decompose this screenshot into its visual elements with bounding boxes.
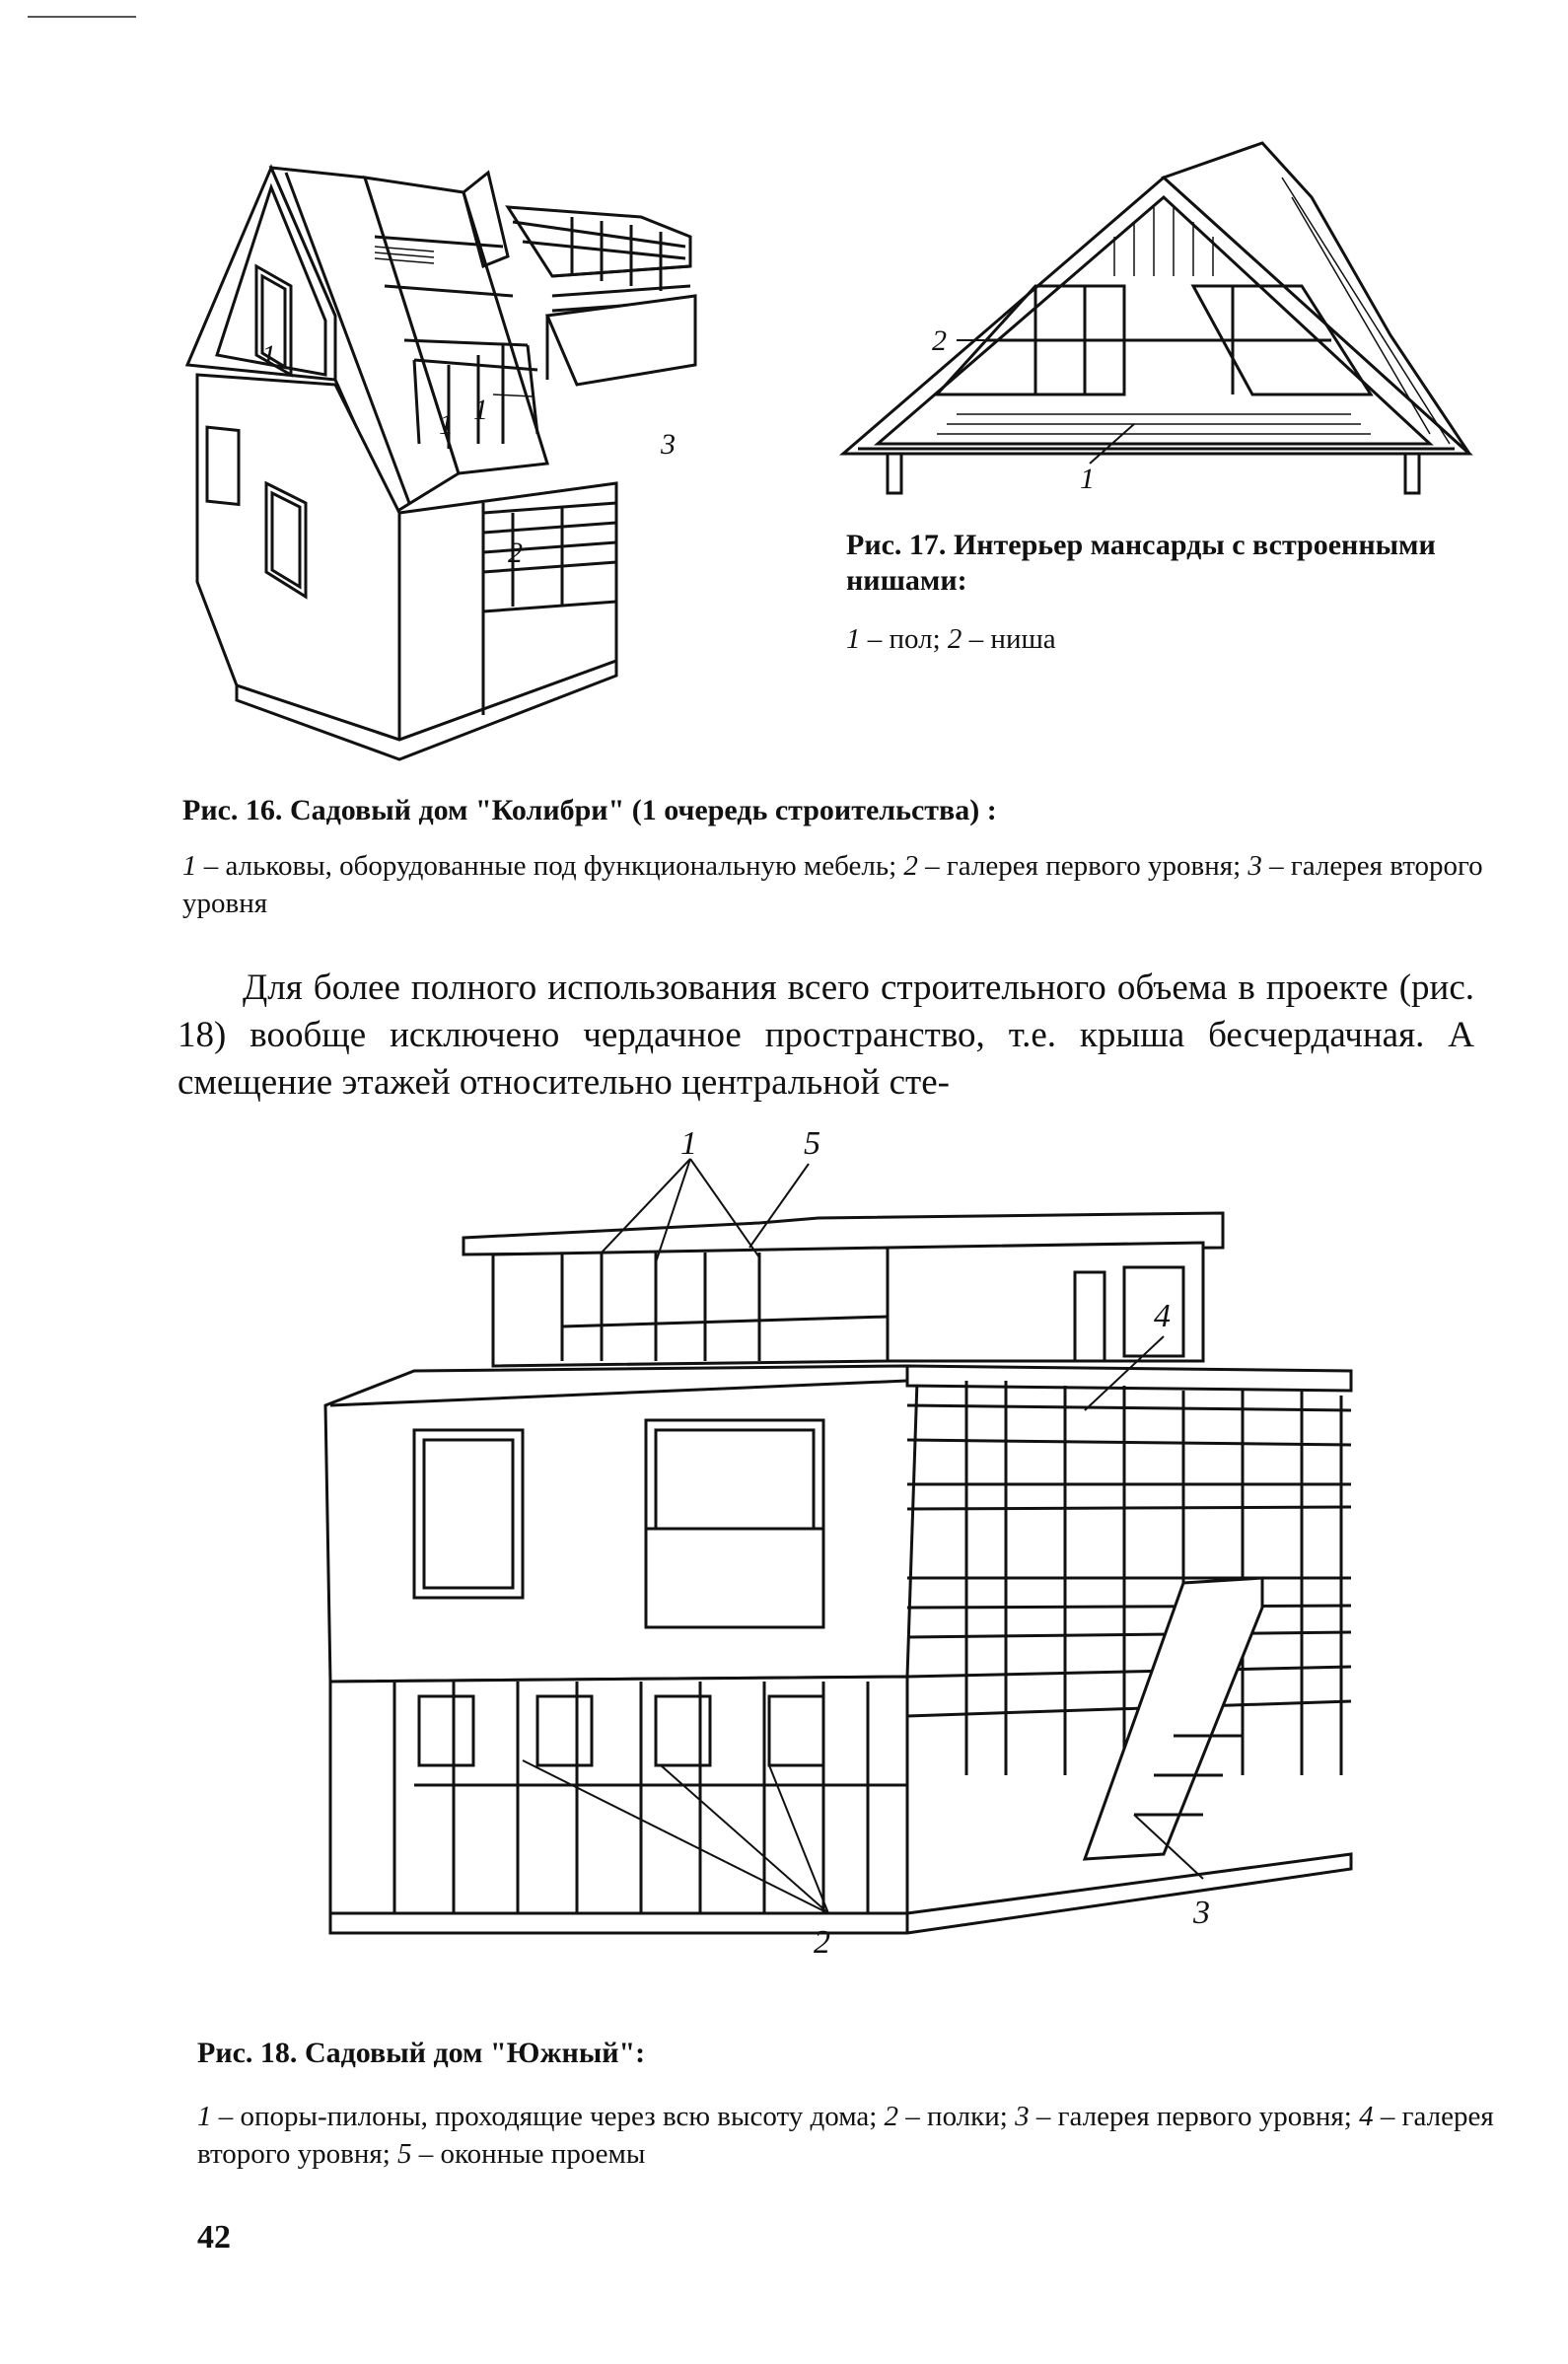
fig18-legend-num: 2 [884, 2101, 899, 2132]
fig16-legend-text: – галерея второго уровня [182, 850, 1483, 919]
figure16-caption-prefix: Рис. 16. [182, 794, 283, 826]
fig18-callout-3: 3 [1193, 1895, 1210, 1931]
figure18-caption-title [197, 2037, 1499, 2070]
fig17-legend-text: – пол; [867, 623, 941, 655]
fig17-legend-num: 2 [947, 623, 962, 655]
figure18-caption-text: Садовый дом "Южный": [304, 2037, 646, 2069]
fig18-legend-text: – галерея второго уровня; [197, 2101, 1494, 2170]
top-rule [28, 16, 136, 18]
page-number: 42 [197, 2219, 231, 2256]
fig18-callout-4: 4 [1154, 1298, 1171, 1334]
fig18-callout-1: 1 [680, 1125, 697, 1162]
fig17-callout-1: 1 [1080, 463, 1095, 495]
figure17-drawing [838, 138, 1479, 513]
fig18-callout-2: 2 [814, 1924, 830, 1961]
figure18-legend [197, 2098, 1499, 2173]
fig18-legend-text: – опоры-пилоны, проходящие через всю высоту дома; [218, 2101, 878, 2132]
fig18-legend-num: 1 [197, 2101, 212, 2132]
body-paragraph: Для более полного использования всего строительного объема в проекте (рис. 18) вообще исключено чердачное пространство, т.е. крыша бесчердачная. А смещение этажей относительно центральной сте- [178, 967, 1474, 1103]
figure16-caption [182, 794, 1494, 922]
fig16-legend-text: – альковы, оборудованные под функциональную мебель; [203, 850, 897, 882]
figure18-caption [197, 2037, 1499, 2173]
figure16-legend [182, 847, 1494, 922]
fig16-callout-1a: 1 [261, 339, 276, 372]
figure17-caption-prefix: Рис. 17. [846, 529, 947, 561]
fig16-legend-text: – галерея первого уровня; [925, 850, 1242, 882]
figure17-caption-text: Интерьер мансарды с встроенными нишами: [846, 529, 1436, 597]
figure18-drawing [316, 1125, 1400, 2012]
fig18-legend-text: – полки; [905, 2101, 1008, 2132]
fig17-callout-2: 2 [932, 324, 947, 357]
fig16-legend-num: 1 [182, 850, 197, 882]
fig18-legend-num: 3 [1015, 2101, 1030, 2132]
figure17-legend [846, 620, 1487, 658]
figure17-caption [846, 528, 1487, 658]
fig17-legend-text: – ниша [968, 623, 1056, 655]
fig18-legend-text: – галерея первого уровня; [1035, 2101, 1352, 2132]
figure18-caption-prefix: Рис. 18. [197, 2037, 298, 2069]
fig18-legend-num: 4 [1359, 2101, 1374, 2132]
fig16-legend-num: 3 [1247, 850, 1262, 882]
fig17-legend-num: 1 [846, 623, 861, 655]
fig18-legend-num: 5 [397, 2138, 412, 2170]
figure16-drawing [178, 148, 809, 759]
fig18-callout-5: 5 [804, 1125, 820, 1162]
fig16-callout-1c: 1 [473, 394, 488, 426]
figure16-caption-title [182, 794, 1494, 827]
fig16-callout-3: 3 [661, 428, 676, 461]
fig16-legend-num: 2 [903, 850, 918, 882]
fig16-callout-2: 2 [508, 537, 523, 569]
figure16-caption-text: Садовый дом "Колибри" (1 очередь строительства) : [289, 794, 997, 826]
figure17-caption-title [846, 528, 1487, 599]
fig18-legend-text: – оконные проемы [418, 2138, 646, 2170]
fig16-callout-1b: 1 [439, 408, 454, 441]
